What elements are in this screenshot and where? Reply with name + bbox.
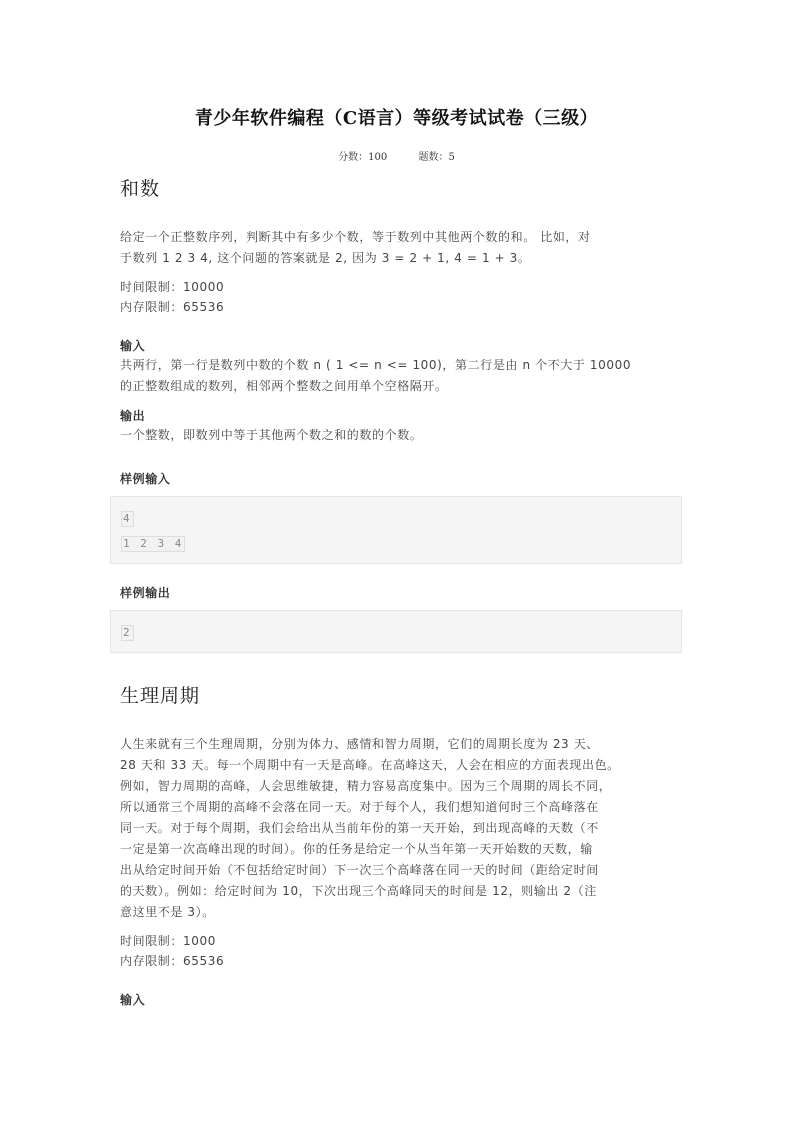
output-line: 一个整数，即数列中等于其他两个数之和的数的个数。 bbox=[120, 428, 423, 442]
score-info: 分数：100 bbox=[338, 152, 388, 163]
sample-output-line: 2 bbox=[123, 626, 132, 639]
sample-input-box bbox=[110, 496, 682, 564]
description-line: 同一天。对于每个周期，我们会给出从当前年份的第一天开始，到出现高峰的天数（不 bbox=[120, 821, 599, 835]
description-line: 的天数）。例如：给定时间为 10，下次出现三个高峰同天的时间是 12，则输出 2（注 bbox=[120, 884, 597, 898]
sample-output-label: 样例输出 bbox=[120, 586, 171, 600]
input-line: 的正整数组成的数列，相邻两个整数之间用单个空格隔开。 bbox=[120, 379, 448, 393]
sample-input-line: 1 2 3 4 bbox=[123, 537, 184, 550]
description-line: 28 天和 33 天。每一个周期中有一天是高峰。在高峰这天，人会在相应的方面表现出色。 bbox=[120, 758, 620, 772]
sample-input-line: 4 bbox=[123, 512, 132, 525]
input-label: 输入 bbox=[120, 339, 146, 353]
exam-title: 青少年软件编程（C语言）等级考试试卷（三级） bbox=[194, 108, 599, 129]
limits bbox=[120, 277, 680, 317]
sample-input-label: 样例输入 bbox=[120, 472, 171, 486]
time-limit: 时间限制：1000 bbox=[120, 934, 216, 948]
description-line: 例如，智力周期的高峰，人会思维敏捷，精力容易高度集中。因为三个周期的周长不同， bbox=[120, 779, 612, 793]
memory-limit: 内存限制：65536 bbox=[120, 300, 225, 314]
input-label: 输入 bbox=[120, 993, 146, 1007]
output-label: 输出 bbox=[120, 409, 146, 423]
problem-title: 和数 bbox=[120, 178, 161, 200]
sample-output-box bbox=[110, 610, 682, 653]
time-limit: 时间限制：10000 bbox=[120, 280, 225, 294]
problem-cycle bbox=[120, 681, 680, 1009]
description-line: 出从给定时间开始（不包括给定时间）下一次三个高峰落在同一天的时间（距给定时间 bbox=[120, 863, 599, 877]
description-line: 给定一个正整数序列，判断其中有多少个数，等于数列中其他两个数的和。 比如，对 bbox=[120, 230, 591, 244]
description-line: 一定是第一次高峰出现的时间）。你的任务是给定一个从当年第一天开始数的天数，输 bbox=[120, 842, 593, 856]
problem-title: 生理周期 bbox=[120, 685, 201, 707]
memory-limit: 内存限制：65536 bbox=[120, 954, 225, 968]
limits bbox=[120, 931, 680, 971]
content bbox=[120, 170, 680, 1009]
exam-meta bbox=[0, 148, 793, 163]
problem-sum bbox=[120, 174, 680, 653]
question-count: 题数：5 bbox=[418, 152, 455, 163]
description-line: 人生来就有三个生理周期，分别为体力、感情和智力周期，它们的周期长度为 23 天、 bbox=[120, 737, 599, 751]
description-line: 于数列 1 2 3 4, 这个问题的答案就是 2, 因为 3 = 2 + 1, 4 = 1 + 3。 bbox=[120, 251, 531, 265]
description-line: 所以通常三个周期的高峰不会落在同一天。对于每个人，我们想知道何时三个高峰落在 bbox=[120, 800, 599, 814]
input-line: 共两行，第一行是数列中数的个数 n ( 1 <= n <= 100)，第二行是由 n 个不大于 10000 bbox=[120, 358, 632, 372]
description-line: 意这里不是 3）。 bbox=[120, 905, 215, 919]
